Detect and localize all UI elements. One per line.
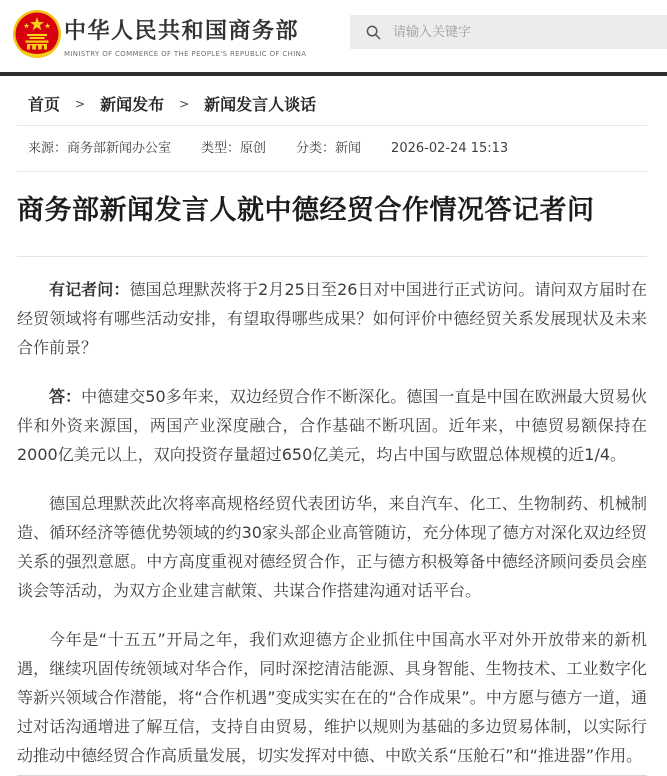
paragraph-text: 德国总理默茨此次将率高规格经贸代表团访华，来自汽车、化工、生物制药、机械制造、循环经济等德优势领域的约30家头部企业高管随访，充分体现了德方对深化双边经贸关系的强烈意愿。中方高度重视对德经贸合作，正与德方积极筹备中德经济顾问委员会座谈会等活动，为双方企业建言献策、共谋合作搭建沟通对话平台。 bbox=[17, 494, 647, 600]
meta-source: 来源：商务部新闻办公室 bbox=[28, 141, 172, 156]
article-title: 商务部新闻发言人就中德经贸合作情况答记者问 bbox=[17, 192, 647, 257]
content-container bbox=[0, 76, 667, 776]
search-box[interactable] bbox=[350, 15, 667, 49]
chevron-right-icon: > bbox=[75, 97, 86, 111]
article-meta bbox=[17, 126, 647, 172]
brand[interactable] bbox=[64, 14, 306, 58]
breadcrumb-item-home[interactable]: 首页 bbox=[28, 95, 61, 114]
site-header bbox=[0, 0, 667, 72]
paragraph-text: 德国总理默茨将于2月25日至26日对中国进行正式访问。请问双方届时在经贸领域将有哪些活动安排，有望取得哪些成果？如何评价中德经贸关系发展现状及未来合作前景？ bbox=[17, 280, 647, 357]
search-input[interactable] bbox=[391, 24, 667, 41]
article-body bbox=[17, 257, 647, 770]
article-paragraph bbox=[17, 382, 647, 469]
meta-category: 分类：新闻 bbox=[296, 141, 362, 156]
site-subtitle: MINISTRY OF COMMERCE OF THE PEOPLE'S REPUBLIC OF CHINA bbox=[64, 50, 307, 58]
paragraph-lead: 有记者问： bbox=[49, 280, 130, 299]
meta-datetime: 2026-02-24 15:13 bbox=[391, 141, 509, 156]
article-paragraph bbox=[17, 489, 647, 605]
article-paragraph bbox=[17, 275, 647, 362]
paragraph-lead: 答： bbox=[49, 387, 82, 406]
breadcrumb bbox=[17, 76, 647, 126]
paragraph-text: 中德建交50多年来，双边经贸合作不断深化。德国一直是中国在欧洲最大贸易伙伴和外资来源国，两国产业深度融合，合作基础不断巩固。近年来，中德贸易额保持在2000亿美元以上，双向投资存量超过650亿美元，均占中国与欧盟总体规模的近1/4。 bbox=[17, 387, 647, 464]
breadcrumb-item-spokesperson-remarks[interactable]: 新闻发言人谈话 bbox=[204, 95, 317, 114]
chevron-right-icon: > bbox=[179, 97, 190, 111]
search-icon[interactable] bbox=[366, 25, 381, 40]
paragraph-text: 今年是“十五五”开局之年，我们欢迎德方企业抓住中国高水平对外开放带来的新机遇，继续巩固传统领域对华合作，同时深挖清洁能源、具身智能、生物技术、工业数字化等新兴领域合作潜能，将“合作机遇”变成实实在在的“合作成果”。中方愿与德方一道，通过对话沟通增进了解互信，支持自由贸易，维护以规则为基础的多边贸易体制，以实际行动推动中德经贸合作高质量发展，切实发挥对中德、中欧关系“压舱石”和“推进器”作用。 bbox=[17, 630, 647, 765]
national-emblem-icon bbox=[12, 9, 62, 59]
site-title: 中华人民共和国商务部 bbox=[64, 19, 300, 44]
meta-type: 类型：原创 bbox=[201, 141, 267, 156]
article-paragraph bbox=[17, 625, 647, 770]
breadcrumb-item-news-release[interactable]: 新闻发布 bbox=[100, 95, 165, 114]
